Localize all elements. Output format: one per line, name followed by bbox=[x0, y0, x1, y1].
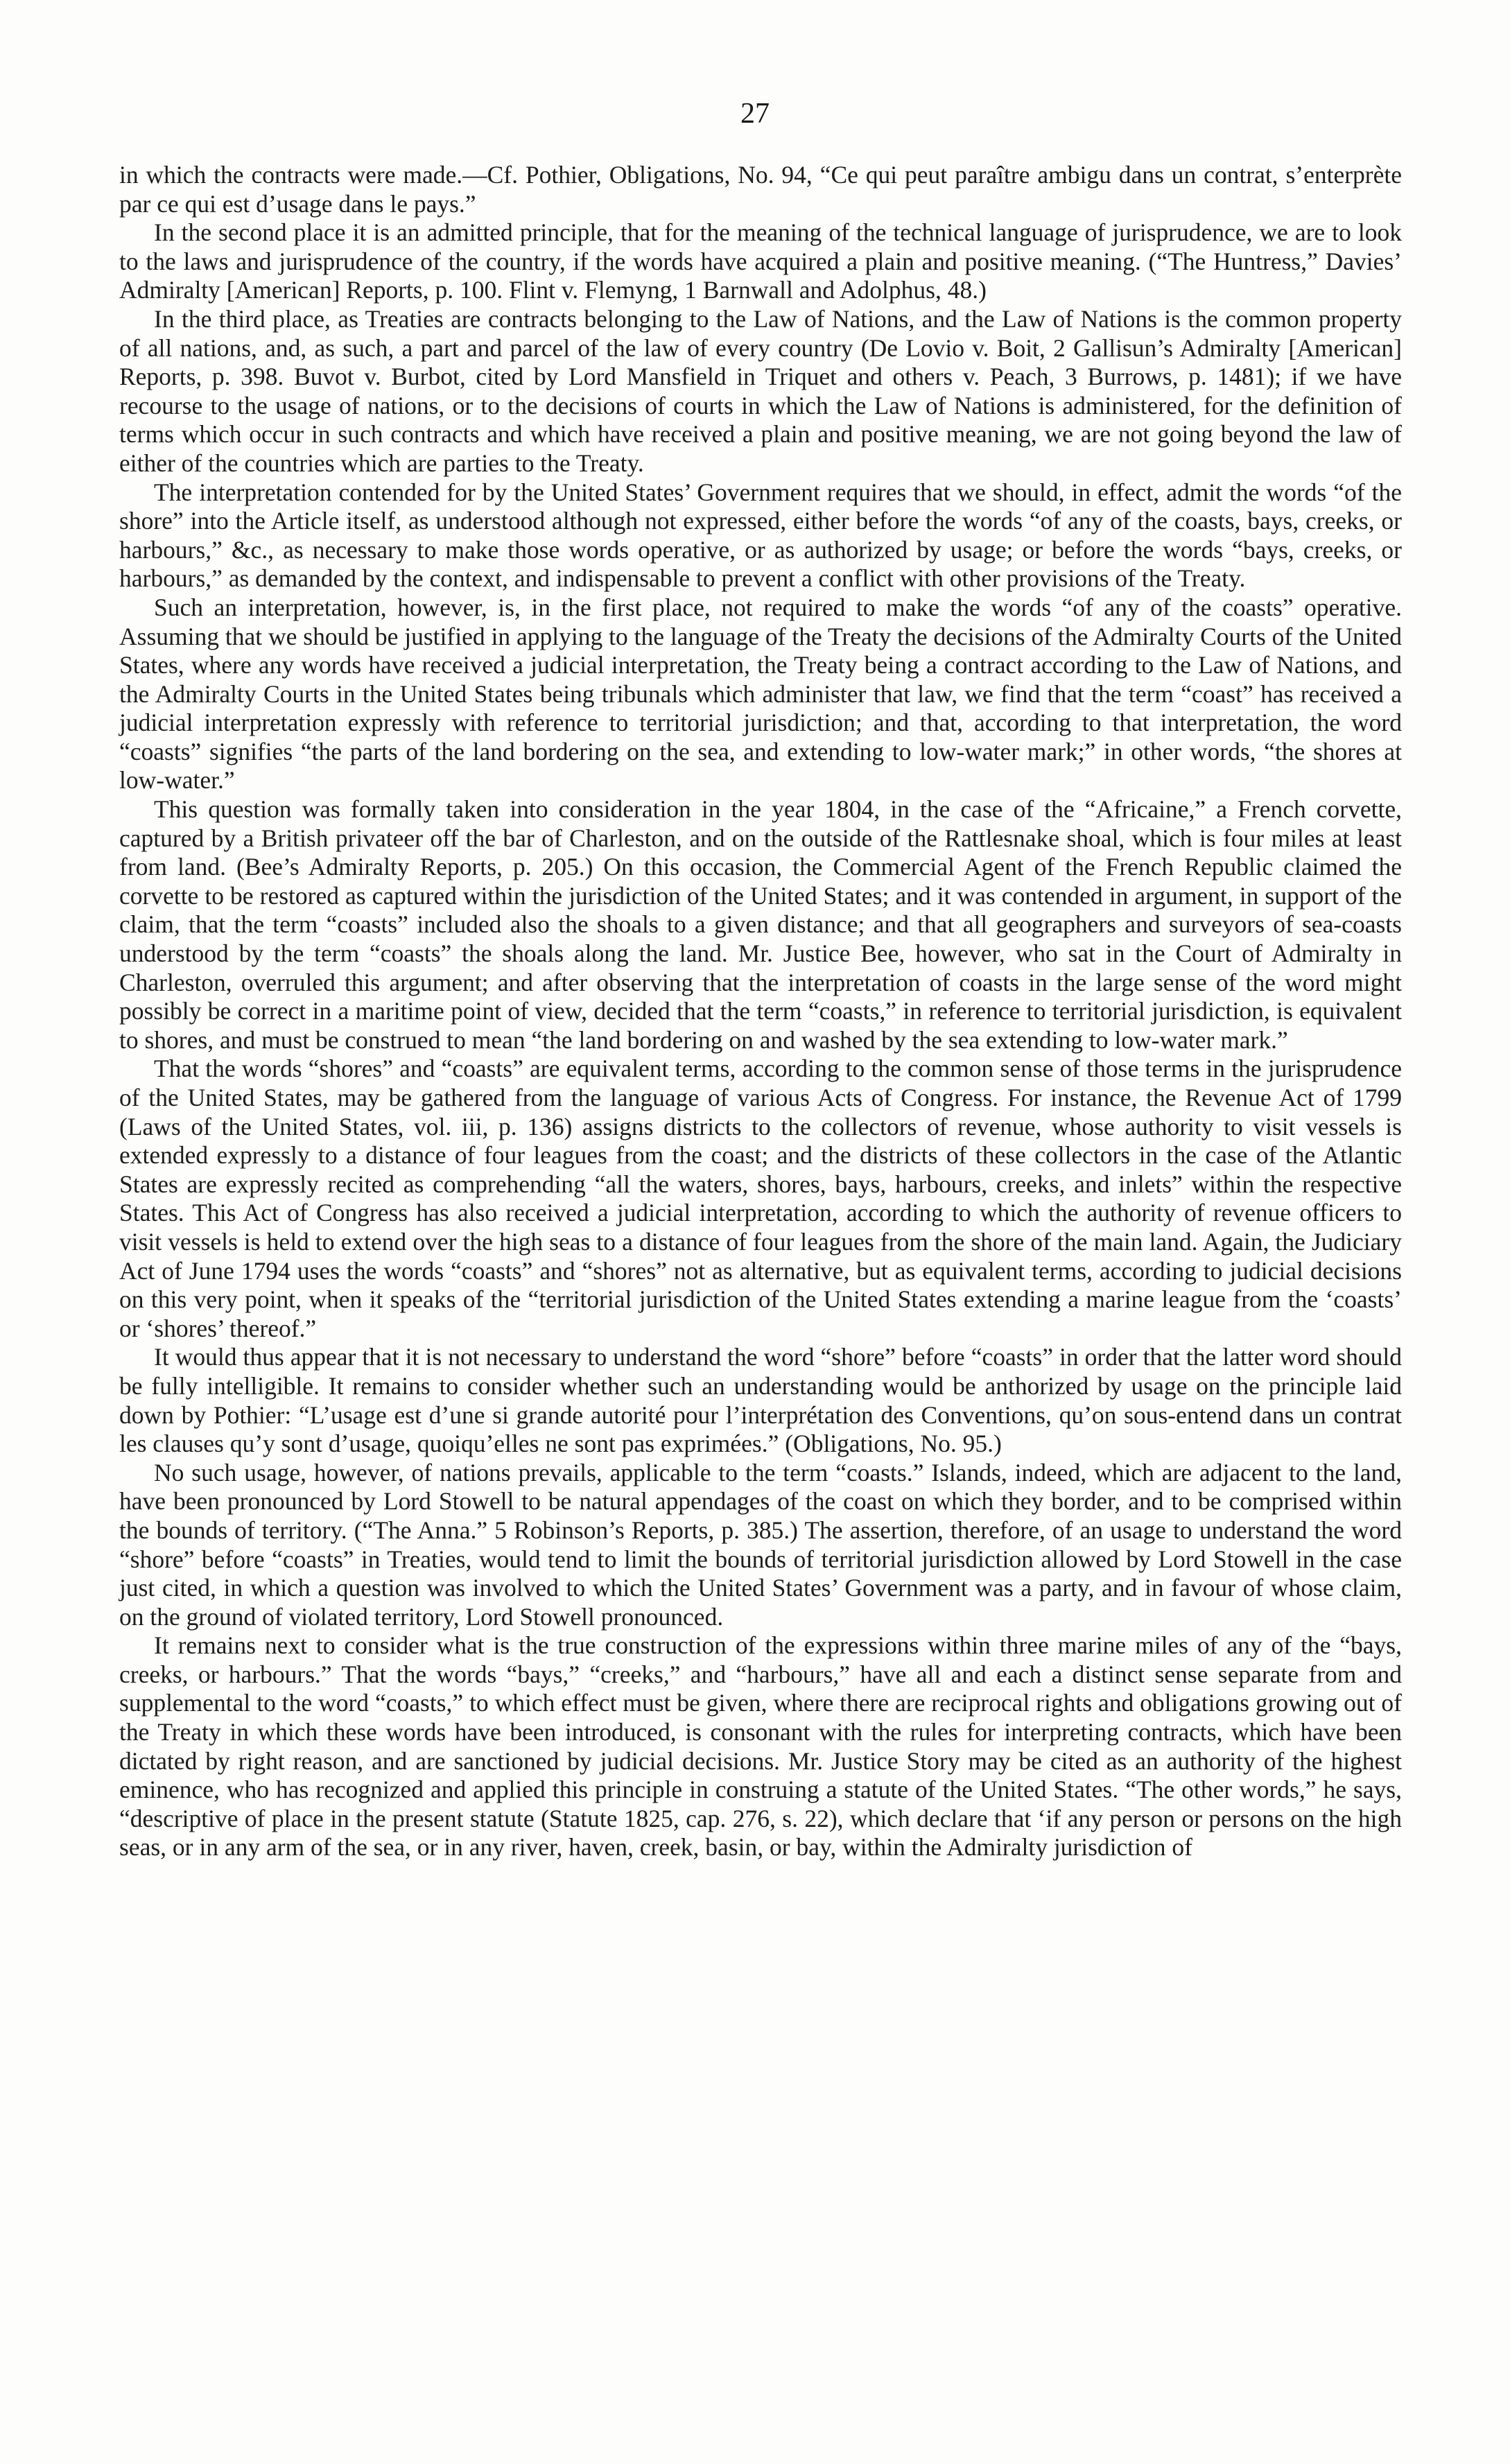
paragraph-5: Such an interpretation, however, is, in the first place, not required to make the words “of any of the coasts” operative. Assuming that we should be justified in applying to the language of the Treaty the decisions of the Admiralty Courts of the United States, where any words have received a judicial interpretation, the Treaty being a contract according to the Law of Nations, and the Admiralty Courts in the United States being tribunals which administer that law, we find that the term “coast” has received a judicial interpretation expressly with reference to territorial jurisdiction; and that, according to that interpretation, the word “coasts” signifies “the parts of the land bordering on the sea, and extending to low-water mark;” in other words, “the shores at low-water.” bbox=[119, 593, 1402, 795]
paragraph-3: In the third place, as Treaties are contracts belonging to the Law of Nations, and the Law of Nations is the common property of all nations, and, as such, a part and parcel of the law of every country (De Lovio v. Boit, 2 Gallisun’s Admiralty [American] Reports, p. 398. Buvot v. Burbot, cited by Lord Mansfield in Triquet and others v. Peach, 3 Burrows, p. 1481); if we have recourse to the usage of nations, or to the decisions of courts in which the Law of Nations is administered, for the definition of terms which occur in such contracts and which have received a plain and positive meaning, we are not going beyond the law of either of the countries which are parties to the Treaty. bbox=[119, 304, 1402, 477]
paragraph-2: In the second place it is an admitted principle, that for the meaning of the technical language of jurisprudence, we are to look to the laws and jurisprudence of the country, if the words have acquired a plain and positive meaning. (“The Huntress,” Davies’ Admiralty [American] Reports, p. 100. Flint v. Flemyng, 1 Barnwall and Adolphus, 48.) bbox=[119, 218, 1402, 304]
paragraph-1: in which the contracts were made.—Cf. Pothier, Obligations, No. 94, “Ce qui peut paraître ambigu dans un contrat, s’enterprète par ce qui est d’usage dans le pays.” bbox=[119, 161, 1402, 218]
paragraph-6: This question was formally taken into consideration in the year 1804, in the case of the “Africaine,” a French corvette, captured by a British privateer off the bar of Charleston, and on the outside of the Rattlesnake shoal, which is four miles at least from land. (Bee’s Admiralty Reports, p. 205.) On this occasion, the Commercial Agent of the French Republic claimed the corvette to be restored as captured within the jurisdiction of the United States; and it was contended in argument, in support of the claim, that the term “coasts” included also the shoals to a given distance; and that all geographers and surveyors of sea-coasts understood by the term “coasts” the shoals along the land. Mr. Justice Bee, however, who sat in the Court of Admiralty in Charleston, overruled this argument; and after observing that the interpretation of coasts in the large sense of the word might possibly be correct in a maritime point of view, decided that the term “coasts,” in reference to territorial jurisdiction, is equivalent to shores, and must be construed to mean “the land bordering on and washed by the sea extending to low-water mark.” bbox=[119, 795, 1402, 1054]
text-body bbox=[119, 161, 1402, 1862]
paragraph-8: It would thus appear that it is not necessary to understand the word “shore” before “coasts” in order that the latter word should be fully intelligible. It remains to consider whether such an understanding would be anthorized by usage on the principle laid down by Pothier: “L’usage est d’une si grande autorité pour l’interprétation des Conventions, qu’on sous-entend dans un contrat les clauses qu’y sont d’usage, quoiqu’elles ne sont pas exprimées.” (Obligations, No. 95.) bbox=[119, 1343, 1402, 1458]
paragraph-9: No such usage, however, of nations prevails, applicable to the term “coasts.” Islands, indeed, which are adjacent to the land, have been pronounced by Lord Stowell to be natural appendages of the coast on which they border, and to be comprised within the bounds of territory. (“The Anna.” 5 Robinson’s Reports, p. 385.) The assertion, therefore, of an usage to understand the word “shore” before “coasts” in Treaties, would tend to limit the bounds of territorial jurisdiction allowed by Lord Stowell in the case just cited, in which a question was involved to which the United States’ Government was a party, and in favour of whose claim, on the ground of violated territory, Lord Stowell pronounced. bbox=[119, 1458, 1402, 1631]
page-number: 27 bbox=[740, 98, 770, 130]
paragraph-10: It remains next to consider what is the true construction of the expressions within three marine miles of any of the “bays, creeks, or harbours.” That the words “bays,” “creeks,” and “harbours,” have all and each a distinct sense separate from and supplemental to the word “coasts,” to which effect must be given, where there are reciprocal rights and obligations growing out of the Treaty in which these words have been introduced, is consonant with the rules for interpreting contracts, which have been dictated by right reason, and are sanctioned by judicial decisions. Mr. Justice Story may be cited as an authority of the highest eminence, who has recognized and applied this principle in construing a statute of the United States. “The other words,” he says, “descriptive of place in the present statute (Statute 1825, cap. 276, s. 22), which declare that ‘if any person or persons on the high seas, or in any arm of the sea, or in any river, haven, creek, basin, or bay, within the Admiralty jurisdiction of bbox=[119, 1631, 1402, 1862]
paragraph-7: That the words “shores” and “coasts” are equivalent terms, according to the common sense of those terms in the jurisprudence of the United States, may be gathered from the language of various Acts of Congress. For instance, the Revenue Act of 1799 (Laws of the United States, vol. iii, p. 136) assigns districts to the collectors of revenue, whose authority to visit vessels is extended expressly to a distance of four leagues from the coast; and the districts of these collectors in the case of the Atlantic States are expressly recited as comprehending “all the waters, shores, bays, harbours, creeks, and inlets” within the respective States. This Act of Congress has also received a judicial interpretation, according to which the authority of revenue officers to visit vessels is held to extend over the high seas to a distance of four leagues from the shore of the main land. Again, the Judiciary Act of June 1794 uses the words “coasts” and “shores” not as alternative, but as equivalent terms, according to judicial decisions on this very point, when it speaks of the “territorial jurisdiction of the United States extending a marine league from the ‘coasts’ or ‘shores’ thereof.” bbox=[119, 1055, 1402, 1342]
paragraph-4: The interpretation contended for by the United States’ Government requires that we should, in effect, admit the words “of the shore” into the Article itself, as understood although not expressed, either before the words “of any of the coasts, bays, creeks, or harbours,” &c., as necessary to make those words operative, or as authorized by usage; or before the words “bays, creeks, or harbours,” as demanded by the context, and indispensable to prevent a conflict with other provisions of the Treaty. bbox=[119, 478, 1402, 593]
